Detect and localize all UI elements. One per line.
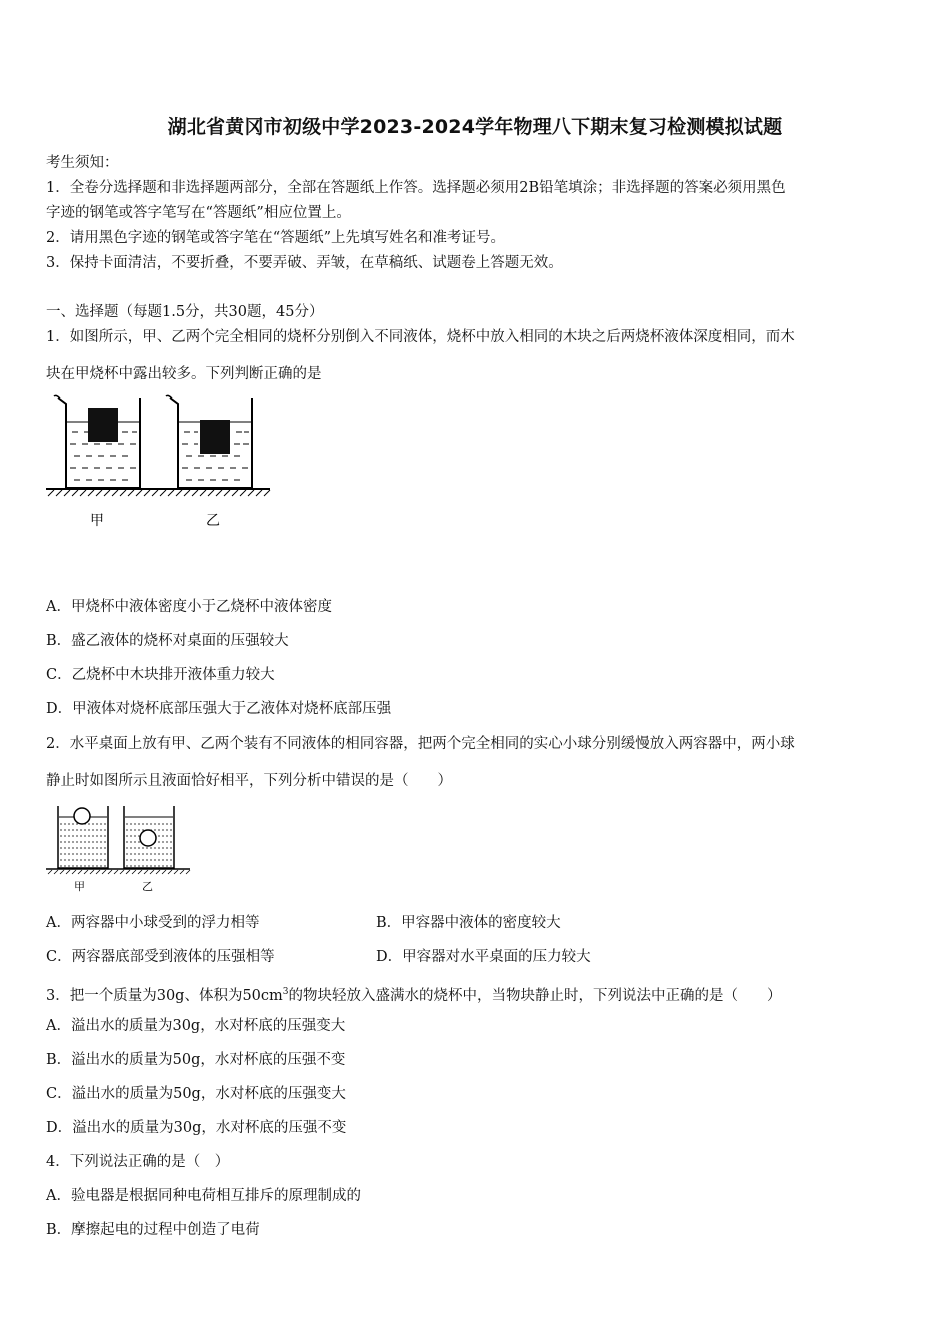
- option[interactable]: A．验电器是根据同种电荷相互排斥的原理制成的: [46, 1188, 361, 1204]
- superscript: 3: [282, 987, 289, 997]
- option[interactable]: D．溢出水的质量为30g，水对杯底的压强不变: [46, 1120, 347, 1136]
- figure-label: 乙: [206, 513, 220, 529]
- question-2-stem: 2．水平桌面上放有甲、乙两个装有不同液体的相同容器，把两个完全相同的实心小球分别缓慢放入两容器中，两小球: [46, 736, 795, 752]
- notice-item: 2．请用黑色字迹的钢笔或答字笔在“答题纸”上先填写姓名和准考证号。: [46, 230, 506, 246]
- option[interactable]: B．摩擦起电的过程中创造了电荷: [46, 1222, 260, 1238]
- question-2-stem: 静止时如图所示且液面恰好相平，下列分析中错误的是（ ）: [46, 773, 452, 789]
- ball: [74, 808, 90, 824]
- beakers-figure: [44, 392, 276, 532]
- stem-text: 的物块轻放入盛满水的烧杯中，当物块静止时，下列说法中正确的是（ ）: [288, 987, 782, 1004]
- figure-label: 乙: [142, 880, 153, 893]
- ball: [140, 830, 156, 846]
- question-1-stem: 1．如图所示，甲、乙两个完全相同的烧杯分别倒入不同液体，烧杯中放入相同的木块之后两烧杯液体深度相同，而木: [46, 329, 795, 345]
- beaker-yi: [166, 395, 252, 488]
- notice-heading: 考生须知：: [46, 155, 119, 171]
- option[interactable]: C．溢出水的质量为50g，水对杯底的压强变大: [46, 1086, 346, 1102]
- option[interactable]: A．溢出水的质量为30g，水对杯底的压强变大: [46, 1018, 346, 1034]
- section-heading: 一、选择题（每题1.5分，共30题，45分）: [46, 304, 324, 320]
- question-3-stem: [46, 982, 782, 1006]
- option[interactable]: B．甲容器中液体的密度较大: [376, 915, 561, 931]
- container-jia: [58, 806, 108, 868]
- option[interactable]: A．两容器中小球受到的浮力相等: [46, 915, 260, 931]
- option[interactable]: A．甲烧杯中液体密度小于乙烧杯中液体密度: [46, 599, 332, 615]
- notice-item: 3．保持卡面清洁，不要折叠，不要弄破、弄皱，在草稿纸、试题卷上答题无效。: [46, 255, 563, 271]
- question-1-stem: 块在甲烧杯中露出较多。下列判断正确的是: [46, 366, 322, 382]
- option[interactable]: B．溢出水的质量为50g，水对杯底的压强不变: [46, 1052, 346, 1068]
- option[interactable]: C．乙烧杯中木块排开液体重力较大: [46, 667, 275, 683]
- wood-block: [88, 408, 118, 442]
- page-title: 湖北省黄冈市初级中学2023-2024学年物理八下期末复习检测模拟试题: [167, 116, 783, 138]
- containers-figure: [44, 804, 194, 896]
- figure-label: 甲: [74, 880, 85, 893]
- notice-item: 字迹的钢笔或答字笔写在“答题纸”相应位置上。: [46, 205, 351, 221]
- option[interactable]: B．盛乙液体的烧杯对桌面的压强较大: [46, 633, 289, 649]
- option[interactable]: D．甲液体对烧杯底部压强大于乙液体对烧杯底部压强: [46, 701, 392, 717]
- notice-item: 1．全卷分选择题和非选择题两部分，全部在答题纸上作答。选择题必须用2B铅笔填涂；非选择题的答案必须用黑色: [46, 180, 786, 196]
- stem-text: 3．把一个质量为30g、体积为50cm: [46, 987, 283, 1004]
- container-yi: [124, 806, 174, 868]
- option[interactable]: C．两容器底部受到液体的压强相等: [46, 949, 275, 965]
- wood-block: [200, 420, 230, 454]
- figure-label: 甲: [90, 513, 104, 529]
- question-4-stem: 4．下列说法正确的是（ ）: [46, 1154, 230, 1170]
- option[interactable]: D．甲容器对水平桌面的压力较大: [376, 949, 591, 965]
- beaker-jia: [54, 395, 140, 488]
